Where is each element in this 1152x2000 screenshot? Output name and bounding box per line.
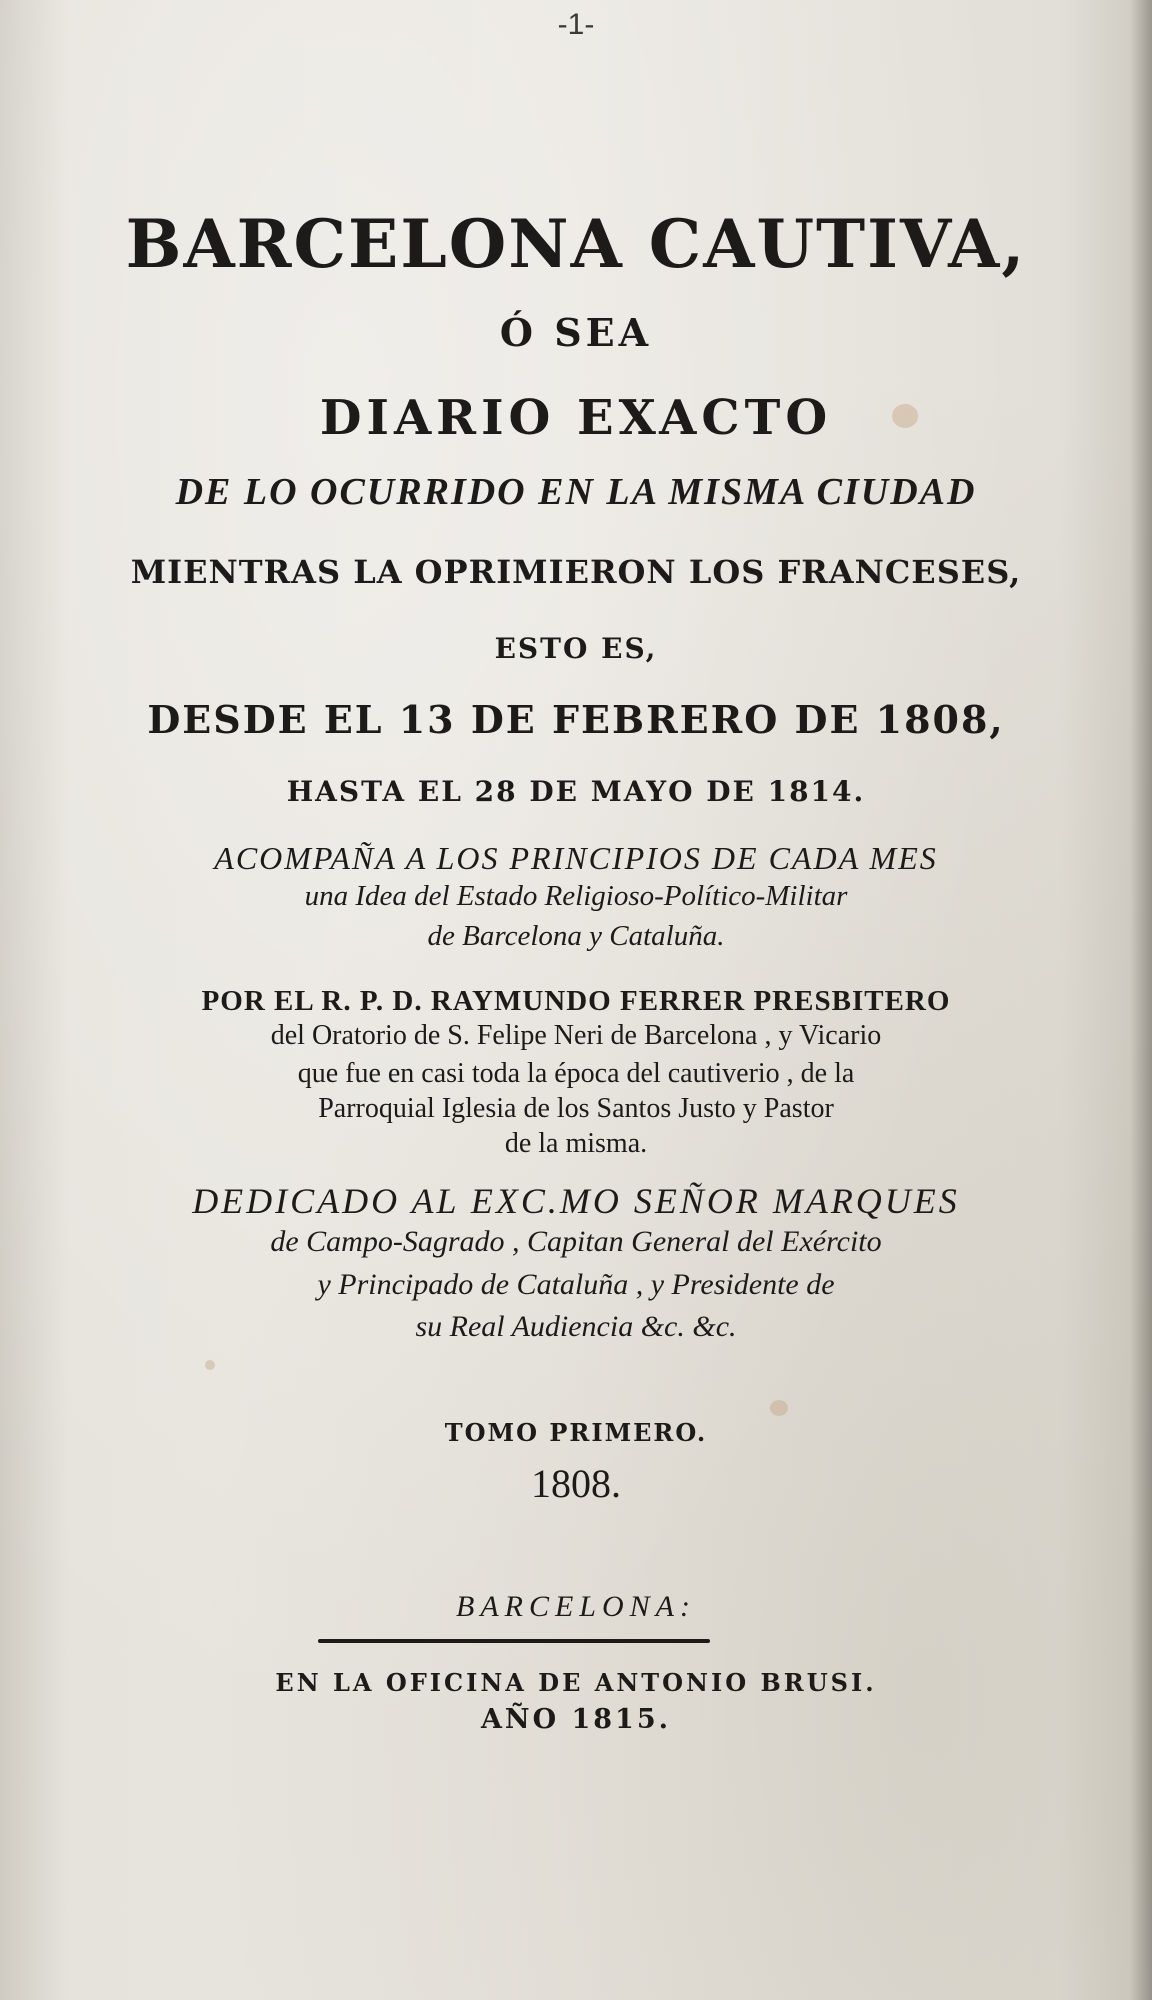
volume-year: 1808. [531,1461,621,1506]
date-range-start: DESDE EL 13 DE FEBRERO DE 1808, [147,697,1005,742]
page-number: -1- [557,8,595,41]
author-line: POR EL R. P. D. RAYMUNDO FERRER PRESBITERO [201,985,951,1017]
foxing-spot [770,1400,788,1416]
dedication-line: su Real Audiencia &c. &c. [415,1310,737,1343]
dedication-line: DEDICADO AL EXC.MO SEÑOR MARQUES [192,1181,960,1221]
dedication-line: y Principado de Cataluña , y Presidente de [317,1268,835,1301]
subtitle-osea: Ó SEA [499,310,653,355]
book-title: BARCELONA CAUTIVA, [125,205,1027,283]
subtitle-line: DE LO OCURRIDO EN LA MISMA CIUDAD [175,471,977,513]
dedication-line: de Campo-Sagrado , Capitan General del Exército [270,1225,882,1258]
imprint-city: BARCELONA: [456,1590,696,1623]
foxing-spot [205,1360,215,1370]
imprint-office: EN LA OFICINA DE ANTONIO BRUSI. [275,1668,877,1697]
subtitle-line: ESTO ES, [494,632,658,665]
accompany-line: una Idea del Estado Religioso-Político-Militar [304,880,848,912]
author-line: de la misma. [504,1128,648,1159]
subtitle-diario: DIARIO EXACTO [319,390,833,446]
accompany-line: de Barcelona y Cataluña. [427,920,725,952]
author-line: Parroquial Iglesia de los Santos Justo y Pastor [318,1093,834,1124]
divider-rule [318,1639,710,1643]
author-line: que fue en casi toda la época del cautiverio , de la [297,1058,855,1089]
imprint-year: AÑO 1815. [480,1704,672,1735]
subtitle-line: MIENTRAS LA OPRIMIERON LOS FRANCESES, [130,553,1022,591]
accompany-line: ACOMPAÑA A LOS PRINCIPIOS DE CADA MES [214,840,938,876]
volume-label: TOMO PRIMERO. [444,1418,708,1447]
date-range-end: HASTA EL 28 DE MAYO DE 1814. [286,775,866,808]
author-line: del Oratorio de S. Felipe Neri de Barcelona , y Vicario [270,1020,882,1051]
